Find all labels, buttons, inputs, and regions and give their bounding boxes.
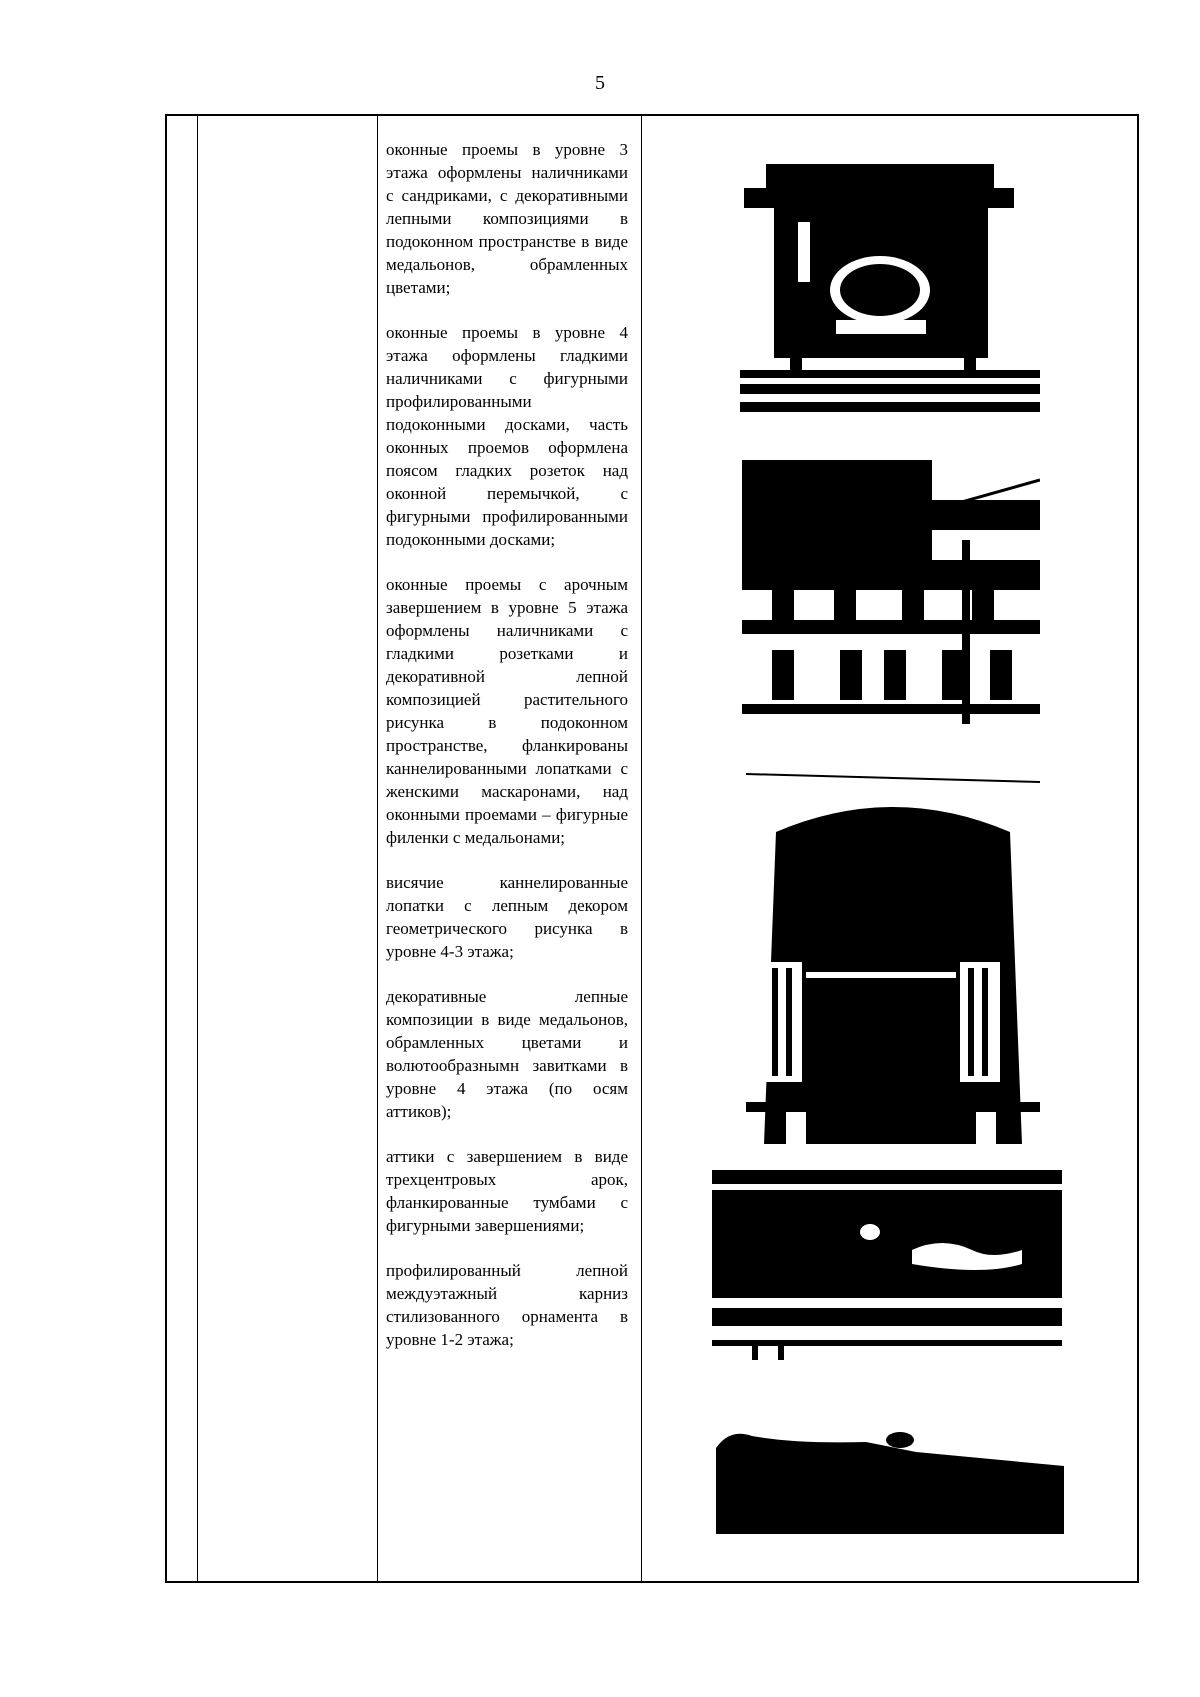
features-description-cell xyxy=(386,138,628,1373)
photo-cornice xyxy=(716,1426,1064,1534)
column-divider xyxy=(641,116,642,1581)
feature-item: аттики с завершением в виде трехцентровых арок, фланкированные тумбами с фигурными завершениями; xyxy=(386,1147,628,1235)
feature-item: оконные проемы с арочным завершением в уровне 5 этажа оформлены наличниками с гладкими розетками и декоративной лепной композицией растительного рисунка в подоконном пространстве, фланкированы каннелированными лопатками с женскими маскаронами, над оконными проемами – фигурные филенки с медальонами; xyxy=(386,575,628,847)
column-divider xyxy=(377,116,378,1581)
photo-windows-4th-floor xyxy=(742,460,1040,724)
feature-item: оконные проемы в уровне 4 этажа оформлены гладкими наличниками с фигурными профилированными подоконными досками, часть оконных проемов оформлена поясом гладких розеток над оконной перемычкой, с фигурными профилированными подоконными досками; xyxy=(386,323,628,549)
feature-item: декоративные лепные композиции в виде медальонов, обрамленных цветами и волютообразнымн завитками в уровне 4 этажа (по осям аттиков); xyxy=(386,987,628,1121)
column-divider xyxy=(197,116,198,1581)
feature-item: профилированный лепной междуэтажный карниз стилизованного орнамента в уровне 1-2 этажа; xyxy=(386,1261,628,1349)
photo-medallion-frieze xyxy=(712,1170,1062,1362)
feature-item: висячие каннелированные лопатки с лепным декором геометрического рисунка в уровне 4-3 этажа; xyxy=(386,873,628,961)
photo-arched-window-5th-floor xyxy=(746,772,1040,1144)
photo-window-3rd-floor xyxy=(740,162,1042,414)
page-number: 5 xyxy=(595,72,605,94)
feature-item: оконные проемы в уровне 3 этажа оформлены наличниками с сандриками, с декоративными лепными композициями в подоконном пространстве в виде медальонов, обрамленных цветами; xyxy=(386,140,628,297)
